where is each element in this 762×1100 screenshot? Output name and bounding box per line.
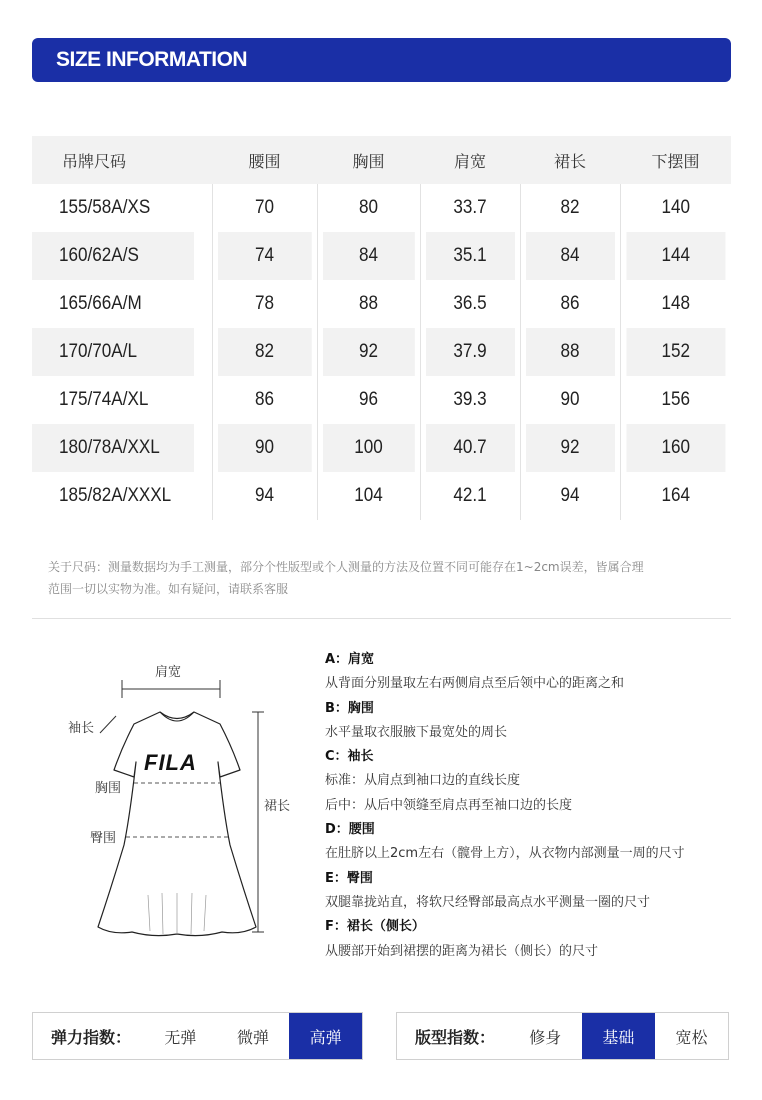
table-cell: 33.7 (425, 184, 515, 232)
table-cell: 90 (525, 376, 615, 424)
fit-option-regular: 基础 (582, 1013, 655, 1059)
size-label-cell: 185/82A/XXXL (59, 485, 172, 506)
diagram-label-hip: 臀围 (90, 831, 117, 846)
table-cell: 164 (626, 472, 726, 520)
table-cell: 94 (525, 472, 615, 520)
table-cell: 140 (626, 184, 726, 232)
size-label-cell: 170/70A/L (32, 328, 194, 376)
size-label-cell: 160/62A/S (32, 232, 194, 280)
table-cell: 144 (626, 232, 726, 280)
fit-option-loose: 宽松 (675, 1027, 708, 1047)
table-cell: 39.3 (425, 376, 515, 424)
definition-heading: B：胸围 (325, 700, 374, 716)
definition-text: 从背面分别量取左右两侧肩点至后领中心的距离之和 (325, 676, 625, 692)
elasticity-label: 弹力指数： (51, 1027, 132, 1047)
col-header-size: 吊牌尺码 (32, 136, 212, 184)
table-cell: 90 (217, 424, 312, 472)
table-cell: 92 (322, 328, 415, 376)
size-info-banner (32, 38, 731, 82)
fit-option-slim: 修身 (529, 1027, 562, 1047)
table-cell: 78 (217, 280, 312, 328)
table-cell: 88 (322, 280, 415, 328)
table-cell: 100 (322, 424, 415, 472)
size-label-cell: 175/74A/XL (59, 389, 149, 410)
table-cell: 92 (525, 424, 615, 472)
col-header-hem: 下摆围 (620, 136, 731, 184)
elasticity-option-none: 无弹 (164, 1027, 197, 1047)
diagram-label-sleeve: 袖长 (68, 721, 95, 736)
col-header-length: 裙长 (520, 136, 620, 184)
definition-text: 标准：从肩点到袖口边的直线长度 (325, 773, 521, 789)
size-table (32, 136, 731, 520)
table-row (32, 472, 731, 520)
table-row (32, 184, 731, 232)
definition-text: 后中：从后中领缝至肩点再至袖口边的长度 (325, 797, 573, 813)
section-divider (32, 618, 731, 619)
table-cell: 74 (217, 232, 312, 280)
table-cell: 94 (217, 472, 312, 520)
table-row (32, 424, 731, 472)
measurement-definitions (325, 648, 757, 964)
definition-heading: A：肩宽 (325, 652, 375, 667)
table-row (32, 280, 731, 328)
diagram-label-chest: 胸围 (95, 781, 122, 796)
table-row (32, 328, 731, 376)
elasticity-index (32, 1012, 363, 1060)
definition-text: 双腿靠拢站直，将软尺经臀部最高点水平测量一圈的尺寸 (325, 894, 651, 910)
col-header-waist: 腰围 (212, 136, 317, 184)
table-cell: 86 (217, 376, 312, 424)
table-cell: 42.1 (425, 472, 515, 520)
measurement-note (48, 556, 738, 600)
elasticity-option-high: 高弹 (289, 1013, 362, 1059)
elasticity-option-slight: 微弹 (237, 1027, 270, 1047)
fit-label: 版型指数： (415, 1027, 496, 1047)
table-cell: 104 (322, 472, 415, 520)
col-header-shoulder: 肩宽 (420, 136, 520, 184)
table-cell: 86 (525, 280, 615, 328)
table-cell: 96 (322, 376, 415, 424)
definition-text: 在肚脐以上2cm左右（髋骨上方），从衣物内部测量一周的尺寸 (325, 846, 685, 862)
banner-title: SIZE INFORMATION (56, 48, 248, 71)
table-cell: 156 (626, 376, 726, 424)
table-cell: 148 (626, 280, 726, 328)
diagram-label-shoulder: 肩宽 (155, 665, 182, 680)
table-cell: 37.9 (425, 328, 515, 376)
table-row (32, 232, 731, 280)
note-line-2: 范围一切以实物为准。如有疑问，请联系客服 (48, 582, 289, 596)
diagram-label-length: 裙长 (264, 799, 291, 814)
table-cell: 35.1 (425, 232, 515, 280)
fit-index (396, 1012, 729, 1060)
size-label-cell: 155/58A/XS (59, 197, 151, 218)
table-cell: 36.5 (425, 280, 515, 328)
definition-heading: F：裙长（侧长） (325, 919, 425, 935)
table-cell: 82 (525, 184, 615, 232)
definition-heading: D：腰围 (325, 822, 375, 838)
table-cell: 84 (525, 232, 615, 280)
table-cell: 88 (525, 328, 615, 376)
definition-text: 水平量取衣服腋下最宽处的周长 (325, 724, 508, 740)
table-cell: 152 (626, 328, 726, 376)
col-header-chest: 胸围 (317, 136, 420, 184)
definition-heading: C：袖长 (325, 749, 374, 765)
size-label-cell: 180/78A/XXL (32, 424, 194, 472)
dress-diagram (60, 655, 305, 955)
fila-logo: FILA (144, 750, 197, 775)
definition-heading: E：臀围 (325, 870, 373, 886)
note-line-1: 关于尺码：测量数据均为手工测量，部分个性版型或个人测量的方法及位置不同可能存在1~2cm误差，皆属合理 (48, 560, 644, 574)
table-cell: 40.7 (425, 424, 515, 472)
table-cell: 84 (322, 232, 415, 280)
definition-text: 从腰部开始到裙摆的距离为裙长（侧长）的尺寸 (325, 943, 599, 959)
table-cell: 80 (322, 184, 415, 232)
size-label-cell: 165/66A/M (59, 293, 142, 314)
table-row (32, 376, 731, 424)
table-header-row (32, 136, 731, 184)
table-cell: 82 (217, 328, 312, 376)
table-cell: 160 (626, 424, 726, 472)
table-cell: 70 (217, 184, 312, 232)
